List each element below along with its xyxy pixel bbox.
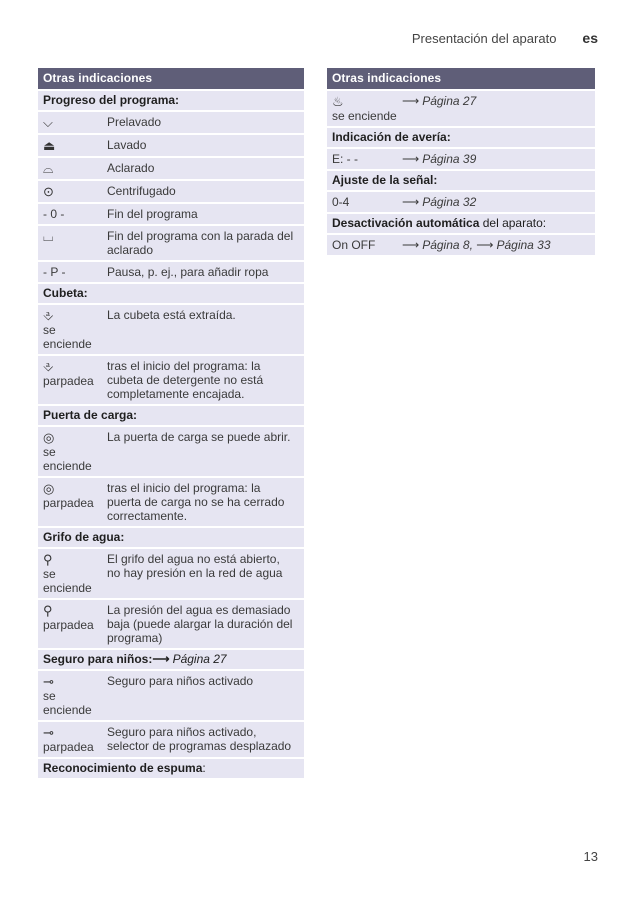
section-senal: Ajuste de la señal:	[327, 171, 595, 190]
table-row: ⌓ Aclarado	[38, 158, 304, 179]
page-header	[412, 30, 598, 46]
state-label: parpadea	[43, 374, 94, 388]
page-reference: Página 27	[422, 94, 477, 108]
cubeta-icon: ⎀	[43, 308, 54, 323]
state-label: parpadea	[43, 740, 94, 754]
table-row	[327, 235, 595, 255]
section-grifo: Grifo de agua:	[38, 528, 304, 547]
puerta-icon: ◎	[43, 430, 55, 445]
page-reference: Página 33	[496, 238, 551, 252]
table-row: ⎀ parpadea tras el inicio del programa: la cubeta de detergente no está completamente encajada.	[38, 356, 304, 404]
table-heading: Otras indicaciones	[327, 68, 595, 89]
display-code: - P -	[43, 265, 66, 279]
arrow-right-icon: ⟶	[152, 652, 170, 666]
state-label: se enciende	[43, 445, 92, 473]
arrow-right-icon: ⟶	[402, 152, 420, 166]
table-row: ⊙ Centrifugado	[38, 181, 304, 202]
arrow-right-icon: ⟶	[476, 238, 494, 252]
table-row: ⚲ se enciende El grifo del agua no está abierto, no hay presión en la red de agua	[38, 549, 304, 598]
table-row: ⏏ Lavado	[38, 135, 304, 156]
state-label: se enciende	[43, 567, 92, 595]
section-averia: Indicación de avería:	[327, 128, 595, 147]
display-code: E: - -	[332, 152, 358, 166]
table-row: ⊸ parpadea Seguro para niños activado, selector de programas desplazado	[38, 722, 304, 757]
centrifugado-icon: ⊙	[43, 184, 54, 199]
table-row: ◎ se enciende La puerta de carga se puede abrir.	[38, 427, 304, 476]
parada-aclarado-icon: ⌴	[43, 229, 54, 244]
table-row: - 0 - Fin del programa	[38, 204, 304, 224]
section-cubeta: Cubeta:	[38, 284, 304, 303]
key-icon: ⊸	[43, 725, 54, 740]
section-espuma: Reconocimiento de espuma:	[38, 759, 304, 778]
page-reference: Página 32	[422, 195, 477, 209]
table-row: ⌴ Fin del programa con la parada del aclarado	[38, 226, 304, 260]
table-row: ⊸ se enciende Seguro para niños activado	[38, 671, 304, 720]
table-row: ◎ parpadea tras el inicio del programa: la puerta de carga no se ha cerrado correctamente.	[38, 478, 304, 526]
page-reference: Página 27	[172, 652, 227, 666]
state-label: parpadea	[43, 618, 94, 632]
table-row	[327, 192, 595, 212]
section-puerta: Puerta de carga:	[38, 406, 304, 425]
section-seguro: Seguro para niños:⟶ Página 27	[38, 650, 304, 669]
table-row: ⌵ Prelavado	[38, 112, 304, 133]
section-progreso: Progreso del programa:	[38, 91, 304, 110]
aclarado-icon: ⌓	[43, 161, 54, 176]
table-heading: Otras indicaciones	[38, 68, 304, 89]
page-header-title: Presentación del aparato	[411, 31, 557, 46]
table-row	[327, 91, 595, 126]
state-label: parpadea	[43, 496, 94, 510]
puerta-icon: ◎	[43, 481, 55, 496]
table-row	[327, 149, 595, 169]
arrow-right-icon: ⟶	[402, 94, 420, 108]
section-desactivacion: Desactivación automática del aparato:	[327, 214, 595, 233]
grifo-icon: ⚲	[43, 603, 53, 618]
table-row: ⚲ parpadea La presión del agua es demasiado baja (puede alargar la duración del programa)	[38, 600, 304, 648]
espuma-icon: ♨	[332, 94, 344, 109]
key-icon: ⊸	[43, 674, 54, 689]
page-reference: Página 8,	[422, 238, 473, 252]
state-label: se enciende	[43, 689, 92, 717]
page-number: 13	[583, 849, 598, 864]
state-label: se enciende	[43, 323, 92, 351]
display-code: 0-4	[332, 195, 350, 209]
grifo-icon: ⚲	[43, 552, 53, 567]
right-table	[327, 68, 595, 257]
lavado-icon: ⏏	[43, 138, 56, 153]
display-code: - 0 -	[43, 207, 65, 221]
arrow-right-icon: ⟶	[402, 195, 420, 209]
prelavado-icon: ⌵	[43, 115, 53, 130]
state-label: se enciende	[332, 109, 397, 123]
page-reference: Página 39	[422, 152, 477, 166]
table-row: ⎀ se enciende La cubeta está extraída.	[38, 305, 304, 354]
cubeta-icon: ⎀	[43, 359, 54, 374]
table-row: - P - Pausa, p. ej., para añadir ropa	[38, 262, 304, 282]
arrow-right-icon: ⟶	[402, 238, 420, 252]
language-code: es	[582, 30, 598, 46]
display-code: On OFF	[332, 238, 376, 252]
left-table	[38, 68, 304, 780]
